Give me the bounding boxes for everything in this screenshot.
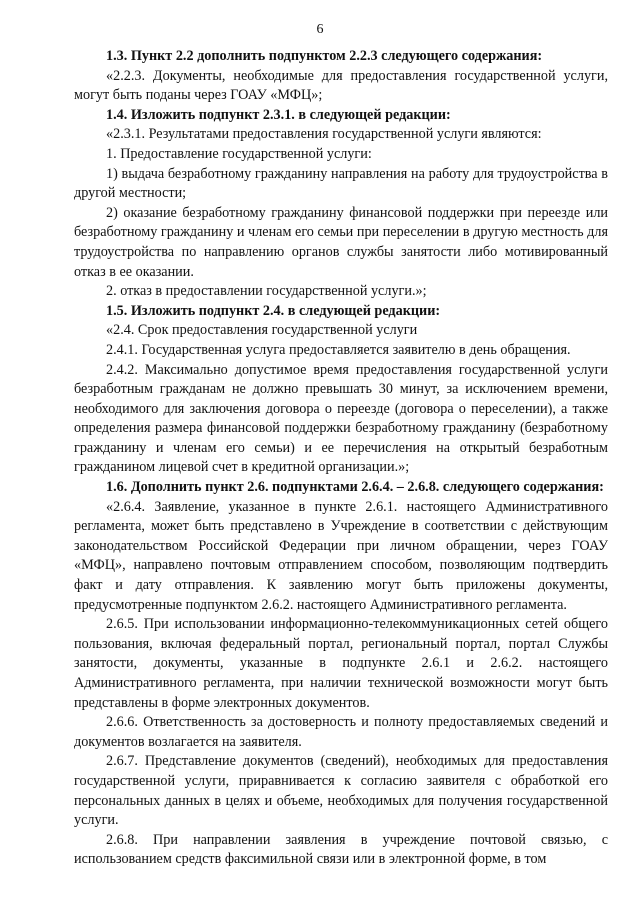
paragraph: 2.4.1. Государственная услуга предоставляется заявителю в день обращения. xyxy=(106,341,571,358)
paragraph: 2.6.8. При направлении заявления в учреждение почтовой связью, с использованием средств факсимильной связи или в электронной форме, в том xyxy=(74,831,608,868)
section-heading: 1.6. Дополнить пункт 2.6. подпунктами 2.6.4. – 2.6.8. следующего содержания: xyxy=(106,479,604,496)
paragraph: 2. отказ в предоставлении государственной услуги.»; xyxy=(106,283,427,300)
paragraph: 2.4.2. Максимально допустимое время предоставления государственной услуги безработным гражданам не должно превышать 30 минут, за исключением времени, необходимого для заключения договора о переезде (договора о переселении), а также определения размера финансовой поддержки безработному гражданину (безработному гражданину и членам его семьи) и ее перечисления на открытый безработным гражданином лицевой счет в кредитной организации.»; xyxy=(74,361,608,476)
paragraph: 1. Предоставление государственной услуги: xyxy=(106,145,372,162)
page-number: 6 xyxy=(316,22,324,37)
section-heading: 1.5. Изложить подпункт 2.4. в следующей редакции: xyxy=(106,302,441,319)
section-heading: 1.3. Пункт 2.2 дополнить подпунктом 2.2.3 следующего содержания: xyxy=(106,48,543,64)
document-body xyxy=(74,47,608,870)
paragraph: 2.6.5. При использовании информационно-телекоммуникационных сетей общего пользования, включая федеральный портал, региональный портал, портал Службы занятости, документы, указанные в подпункте 2.6.1 и 2.6.2. настоящего Административного регламента, при наличии технической возможности могут быть представлены в форме электронных документов. xyxy=(74,616,608,711)
paragraph: «2.2.3. Документы, необходимые для предоставления государственной услуги, могут быть поданы через ГОАУ «МФЦ»; xyxy=(74,67,608,104)
paragraph: 2.6.7. Представление документов (сведений), необходимых для предоставления государственной услуги, приравнивается к согласию заявителя с обработкой его персональных данных в целях и объеме, необходимых для получения государственной услуги. xyxy=(74,753,608,829)
paragraph: «2.4. Срок предоставления государственной услуги xyxy=(106,322,418,339)
paragraph: «2.3.1. Результатами предоставления государственной услуги являются: xyxy=(106,126,542,143)
paragraph: 2) оказание безработному гражданину финансовой поддержки при переезде или безработному гражданину и членам его семьи при переселении в другую местность для трудоустройства по направлению органов службы занятости либо мотивированный отказ в ее оказании. xyxy=(74,204,608,280)
section-heading: 1.4. Изложить подпункт 2.3.1. в следующей редакции: xyxy=(106,106,451,123)
paragraph: 1) выдача безработному гражданину направления на работу для трудоустройства в другой местности; xyxy=(74,165,608,202)
paragraph: «2.6.4. Заявление, указанное в пункте 2.6.1. настоящего Административного регламента, может быть представлено в Учреждение в соответствии с действующим законодательством Российской Федерации при личном обращении, через ГОАУ «МФЦ», направлено почтовым отправлением способом, позволяющим подтвердить факт и дату отправления. К заявлению могут быть приложены документы, предусмотренные подпунктом 2.6.2. настоящего Административного регламента. xyxy=(74,498,608,613)
paragraph: 2.6.6. Ответственность за достоверность и полноту предоставляемых сведений и документов возлагается на заявителя. xyxy=(74,714,608,750)
